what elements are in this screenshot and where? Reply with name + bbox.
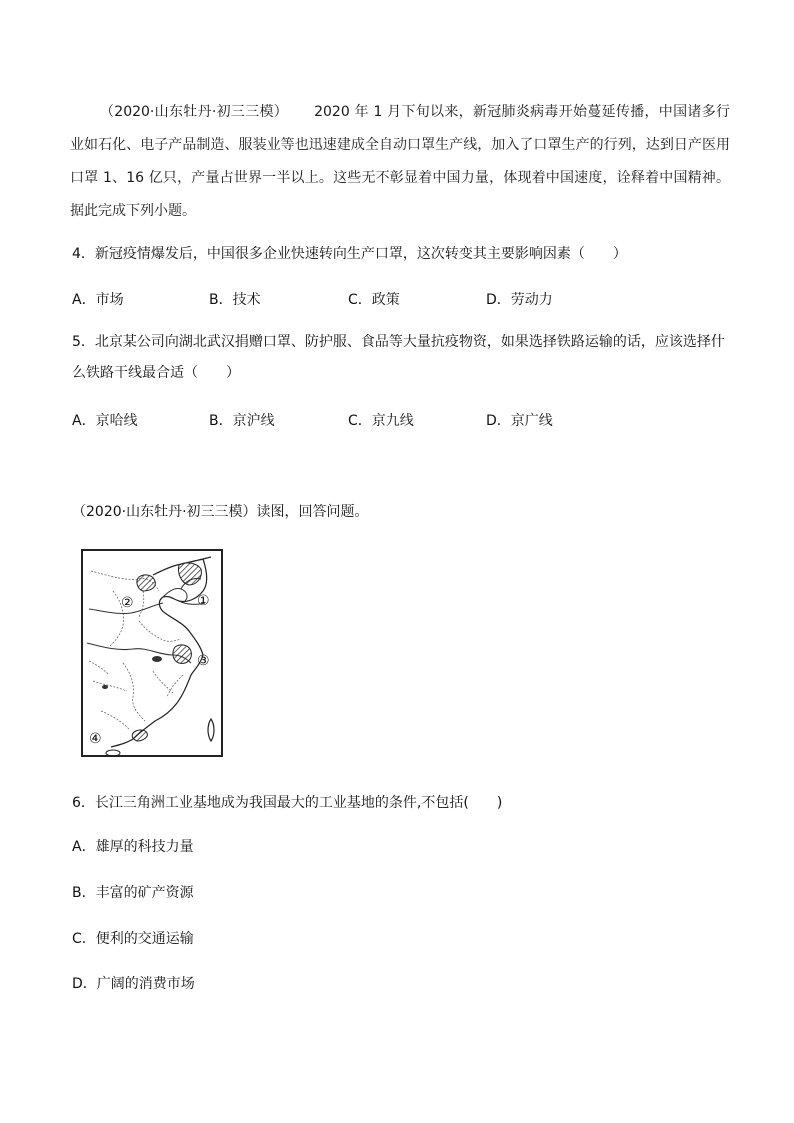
question-6-option-a[interactable]: A．雄厚的科技力量 xyxy=(72,839,194,855)
passage-1-source: （2020·山东牡丹·初三三模） xyxy=(100,104,289,120)
map-drawing xyxy=(83,551,221,755)
industrial-region-3 xyxy=(173,645,191,663)
question-5-option-b[interactable]: B．京沪线 xyxy=(209,413,275,429)
question-4-option-c[interactable]: C．政策 xyxy=(348,292,400,308)
map-label-1: ① xyxy=(197,593,210,609)
map-label-4: ④ xyxy=(89,731,102,747)
question-4-stem: 4．新冠疫情爆发后，中国很多企业快速转向生产口罩，这次转变其主要影响因素（ ） xyxy=(72,246,627,262)
passage-1-text: 2020 年 1 月下旬以来，新冠肺炎病毒开始蔓延传播，中国诸多行业如石化、电子产品制造、服装业等也迅速建成全自动口罩生产线，加入了口罩生产的行列，达到日产医用口罩 1、16 亿只，产量占世界一半以上。这些无不彰显着中国力量，体现着中国速度，诠释着中国精神。据此完成下列小题。 xyxy=(70,104,730,219)
china-industrial-base-map xyxy=(81,549,223,757)
question-5-option-a[interactable]: A．京哈线 xyxy=(72,413,138,429)
passage-1 xyxy=(70,96,730,228)
lake xyxy=(152,656,162,662)
question-5-option-c[interactable]: C．京九线 xyxy=(348,413,414,429)
industrial-region-1 xyxy=(178,563,201,585)
coastline xyxy=(111,557,211,747)
map-label-2: ② xyxy=(121,595,134,611)
question-6-stem: 6．长江三角洲工业基地成为我国最大的工业基地的条件,不包括( ) xyxy=(72,795,503,811)
industrial-region-2 xyxy=(137,575,155,591)
question-4-option-b[interactable]: B．技术 xyxy=(209,292,261,308)
question-6-option-d[interactable]: D．广阔的消费市场 xyxy=(72,976,195,992)
question-6-option-c[interactable]: C．便利的交通运输 xyxy=(72,931,194,947)
question-4-option-a[interactable]: A．市场 xyxy=(72,292,124,308)
map-label-3: ③ xyxy=(197,653,210,669)
passage-2: （2020·山东牡丹·初三三模）读图，回答问题。 xyxy=(72,504,369,520)
question-5-option-d[interactable]: D．京广线 xyxy=(486,413,553,429)
question-4-option-d[interactable]: D．劳动力 xyxy=(486,292,553,308)
industrial-region-4 xyxy=(132,730,147,741)
question-6-option-b[interactable]: B．丰富的矿产资源 xyxy=(72,885,194,901)
lake xyxy=(102,685,108,689)
taiwan-island xyxy=(208,719,214,741)
hainan-island xyxy=(106,750,120,755)
question-5-stem: 5．北京某公司向湖北武汉捐赠口罩、防护服、食品等大量抗疫物资，如果选择铁路运输的话，应该选择什么铁路干线最合适（ ） xyxy=(72,334,725,381)
